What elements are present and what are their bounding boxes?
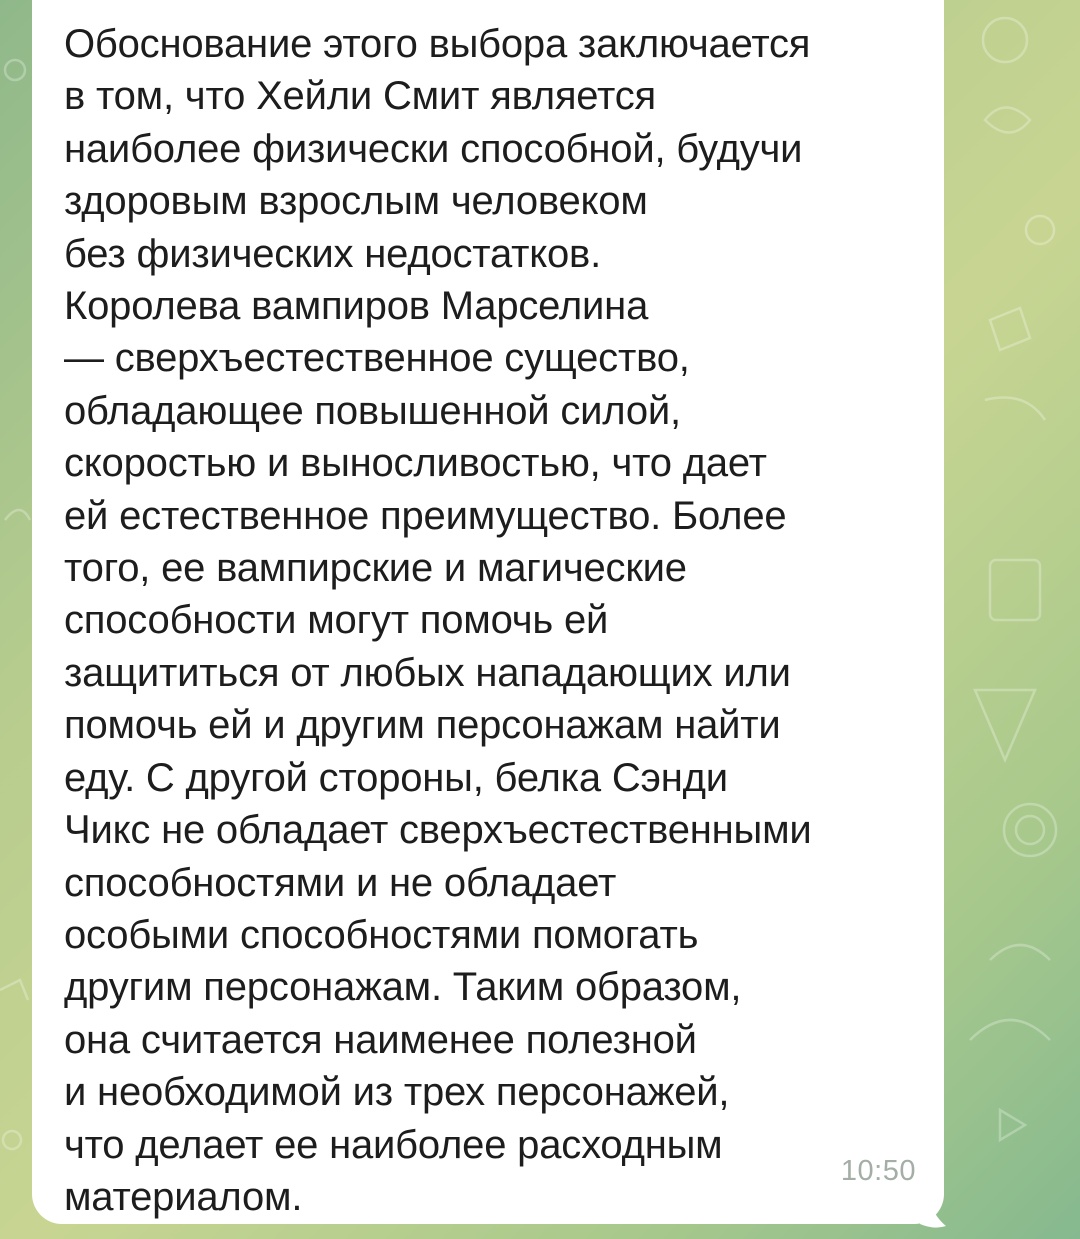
bubble-tail [920,1170,950,1230]
message-line: здоровым взрослым человеком [64,179,648,224]
message-line: материалом. [64,1174,303,1219]
message-line: еду. С другой стороны, белка Сэнди [64,755,728,800]
message-line: способностями и не обладает [64,860,617,905]
message-line: помочь ей и другим персонажам найти [64,703,781,748]
message-line: ей естественное преимущество. Более [64,493,787,538]
message-line: особыми способностями помогать [64,912,699,957]
message-timestamp: 10:50 [840,1155,916,1187]
message-line: Обоснование этого выбора заключается [64,22,811,66]
message-text [64,18,924,1223]
message-bubble[interactable] [32,0,944,1224]
message-line: того, ее вампирские и магические [64,546,687,591]
message-line: что делает ее наиболее расходным [64,1122,723,1167]
message-line: скоростью и выносливостью, что дает [64,441,767,486]
message-line: — сверхъестественное существо, [64,336,690,381]
message-line: без физических недостатков. [64,231,602,276]
message-line: обладающее повышенной силой, [64,388,681,433]
message-line: и необходимой из трех персонажей, [64,1070,730,1115]
message-line: способности могут помочь ей [64,598,609,643]
message-line: Чикс не обладает сверхъестественными [64,808,812,853]
message-line: в том, что Хейли Смит является [64,74,656,119]
message-line: защититься от любых нападающих или [64,650,791,695]
message-line: Королева вампиров Марселина [64,284,649,329]
message-line: она считается наименее полезной [64,1017,697,1062]
message-line: наиболее физически способной, будучи [64,126,803,171]
message-line: другим персонажам. Таким образом, [64,965,742,1010]
